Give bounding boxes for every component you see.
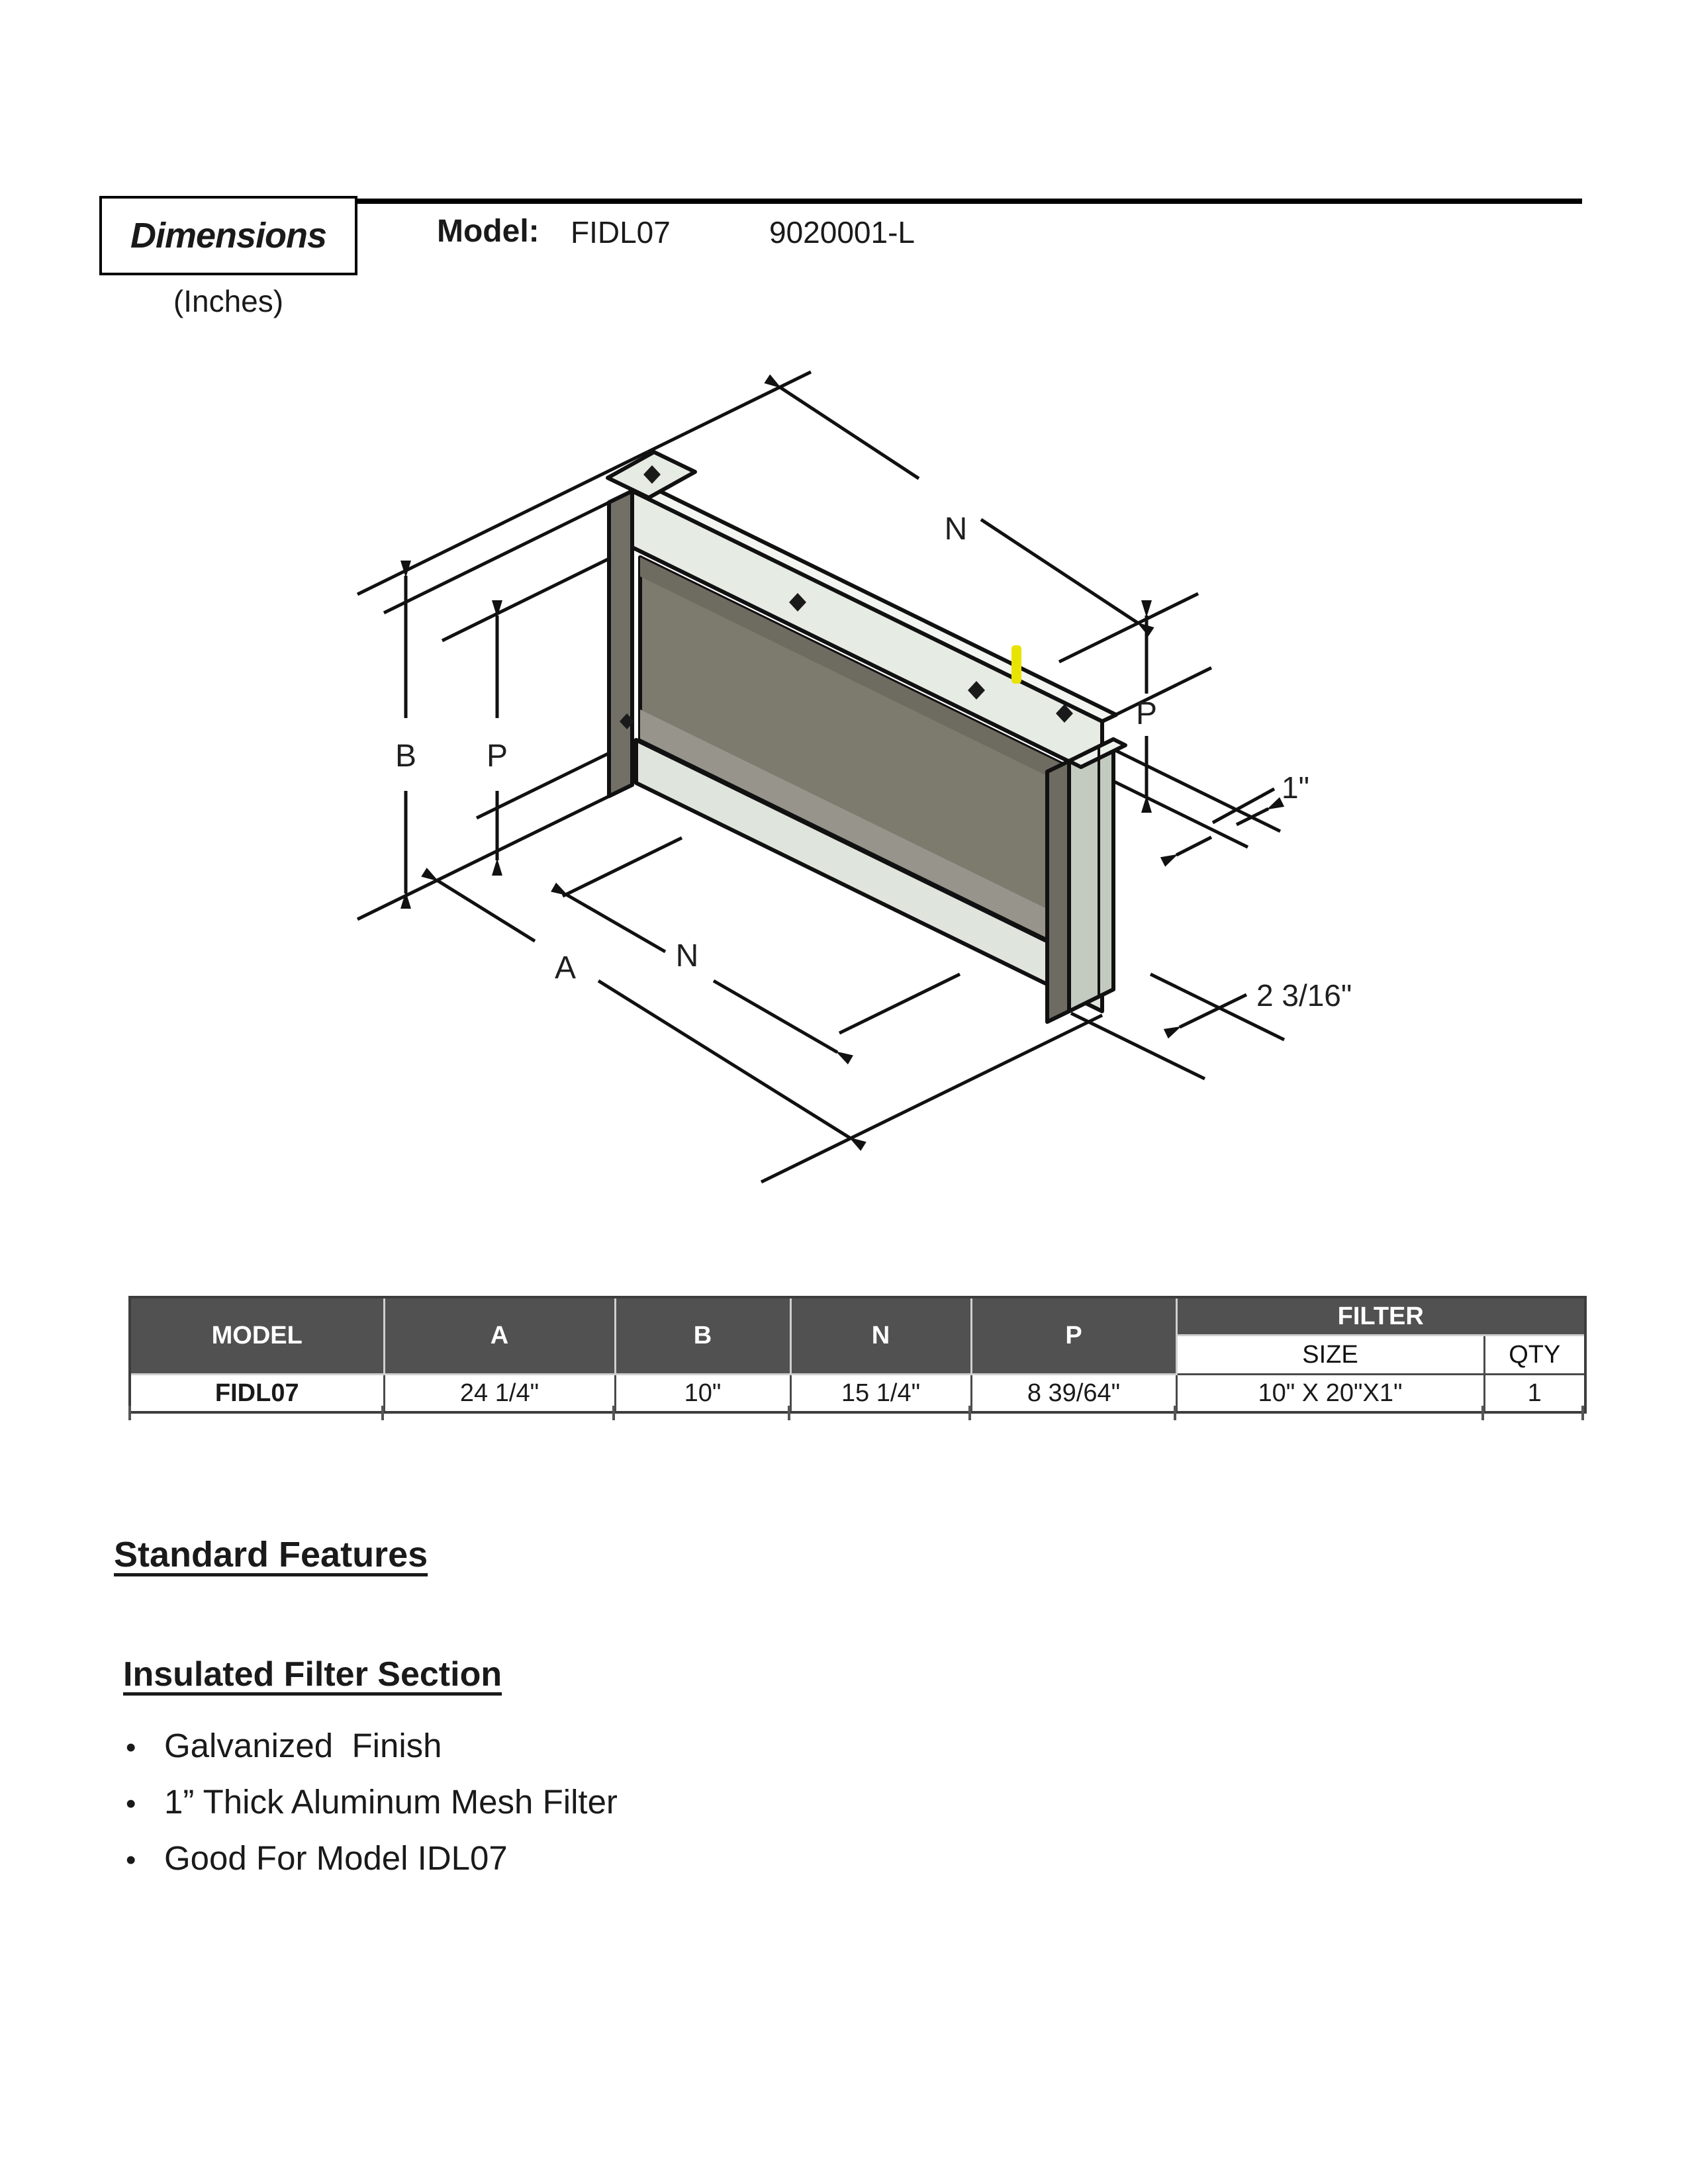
col-header-qty: QTY <box>1484 1336 1585 1375</box>
feature-text: Galvanized Finish <box>164 1727 442 1764</box>
dim-label-p-left: P <box>486 739 508 774</box>
table-stub <box>381 1406 384 1420</box>
table-stub <box>788 1406 790 1420</box>
units-label: (Inches) <box>173 284 284 318</box>
bullet-icon: • <box>126 1788 136 1820</box>
list-item <box>126 1839 618 1878</box>
left-end-cap <box>609 491 632 796</box>
channel-front <box>1069 739 1113 1011</box>
standard-features-heading: Standard Features <box>114 1535 428 1574</box>
cell-b: 10" <box>615 1375 790 1413</box>
dim-label-n-top: N <box>944 512 968 547</box>
bullet-icon: • <box>126 1844 136 1876</box>
col-header-filter: FILTER <box>1176 1297 1585 1336</box>
table-stub <box>1481 1406 1484 1420</box>
features-list <box>126 1726 618 1895</box>
feature-text: 1” Thick Aluminum Mesh Filter <box>164 1783 618 1821</box>
table-row <box>130 1375 1585 1413</box>
dim-label-b: B <box>395 739 417 774</box>
table-stub <box>128 1406 131 1420</box>
col-header-size: SIZE <box>1176 1336 1484 1375</box>
dim-label-channel-depth: 2 3/16" <box>1256 978 1352 1013</box>
dim-label-p-right: P <box>1135 696 1158 731</box>
table-stub <box>1581 1406 1584 1420</box>
model-value: FIDL07 <box>571 215 671 250</box>
cell-a: 24 1/4" <box>384 1375 615 1413</box>
dim-label-one-inch: 1" <box>1282 770 1309 805</box>
bullet-icon: • <box>126 1731 136 1764</box>
insulated-filter-heading: Insulated Filter Section <box>123 1655 502 1694</box>
dimensions-title: Dimensions <box>130 216 327 255</box>
table-stub <box>612 1406 615 1420</box>
dimensions-box <box>99 196 357 275</box>
cell-model: FIDL07 <box>130 1375 384 1413</box>
cell-qty: 1 <box>1484 1375 1585 1413</box>
list-item <box>126 1782 618 1821</box>
part-number: 9020001-L <box>769 215 915 250</box>
table-stub <box>968 1406 971 1420</box>
filter-isometric-drawing <box>291 344 1602 1297</box>
list-item <box>126 1726 618 1765</box>
feature-text: Good For Model IDL07 <box>164 1839 508 1877</box>
col-header-p: P <box>971 1297 1176 1375</box>
filter-frame-body <box>608 452 1125 1022</box>
cell-size: 10" X 20"X1" <box>1176 1375 1484 1413</box>
col-header-a: A <box>384 1297 615 1375</box>
table-stub <box>1174 1406 1176 1420</box>
cell-n: 15 1/4" <box>790 1375 971 1413</box>
dimensions-table <box>128 1296 1587 1414</box>
dim-label-a: A <box>554 950 577 985</box>
col-header-n: N <box>790 1297 971 1375</box>
col-header-model: MODEL <box>130 1297 384 1375</box>
cell-p: 8 39/64" <box>971 1375 1176 1413</box>
model-label: Model: <box>437 214 539 249</box>
col-header-b: B <box>615 1297 790 1375</box>
highlight-mark <box>1011 645 1021 684</box>
channel-left-face <box>1047 761 1069 1022</box>
dim-label-n-bottom: N <box>675 938 699 974</box>
